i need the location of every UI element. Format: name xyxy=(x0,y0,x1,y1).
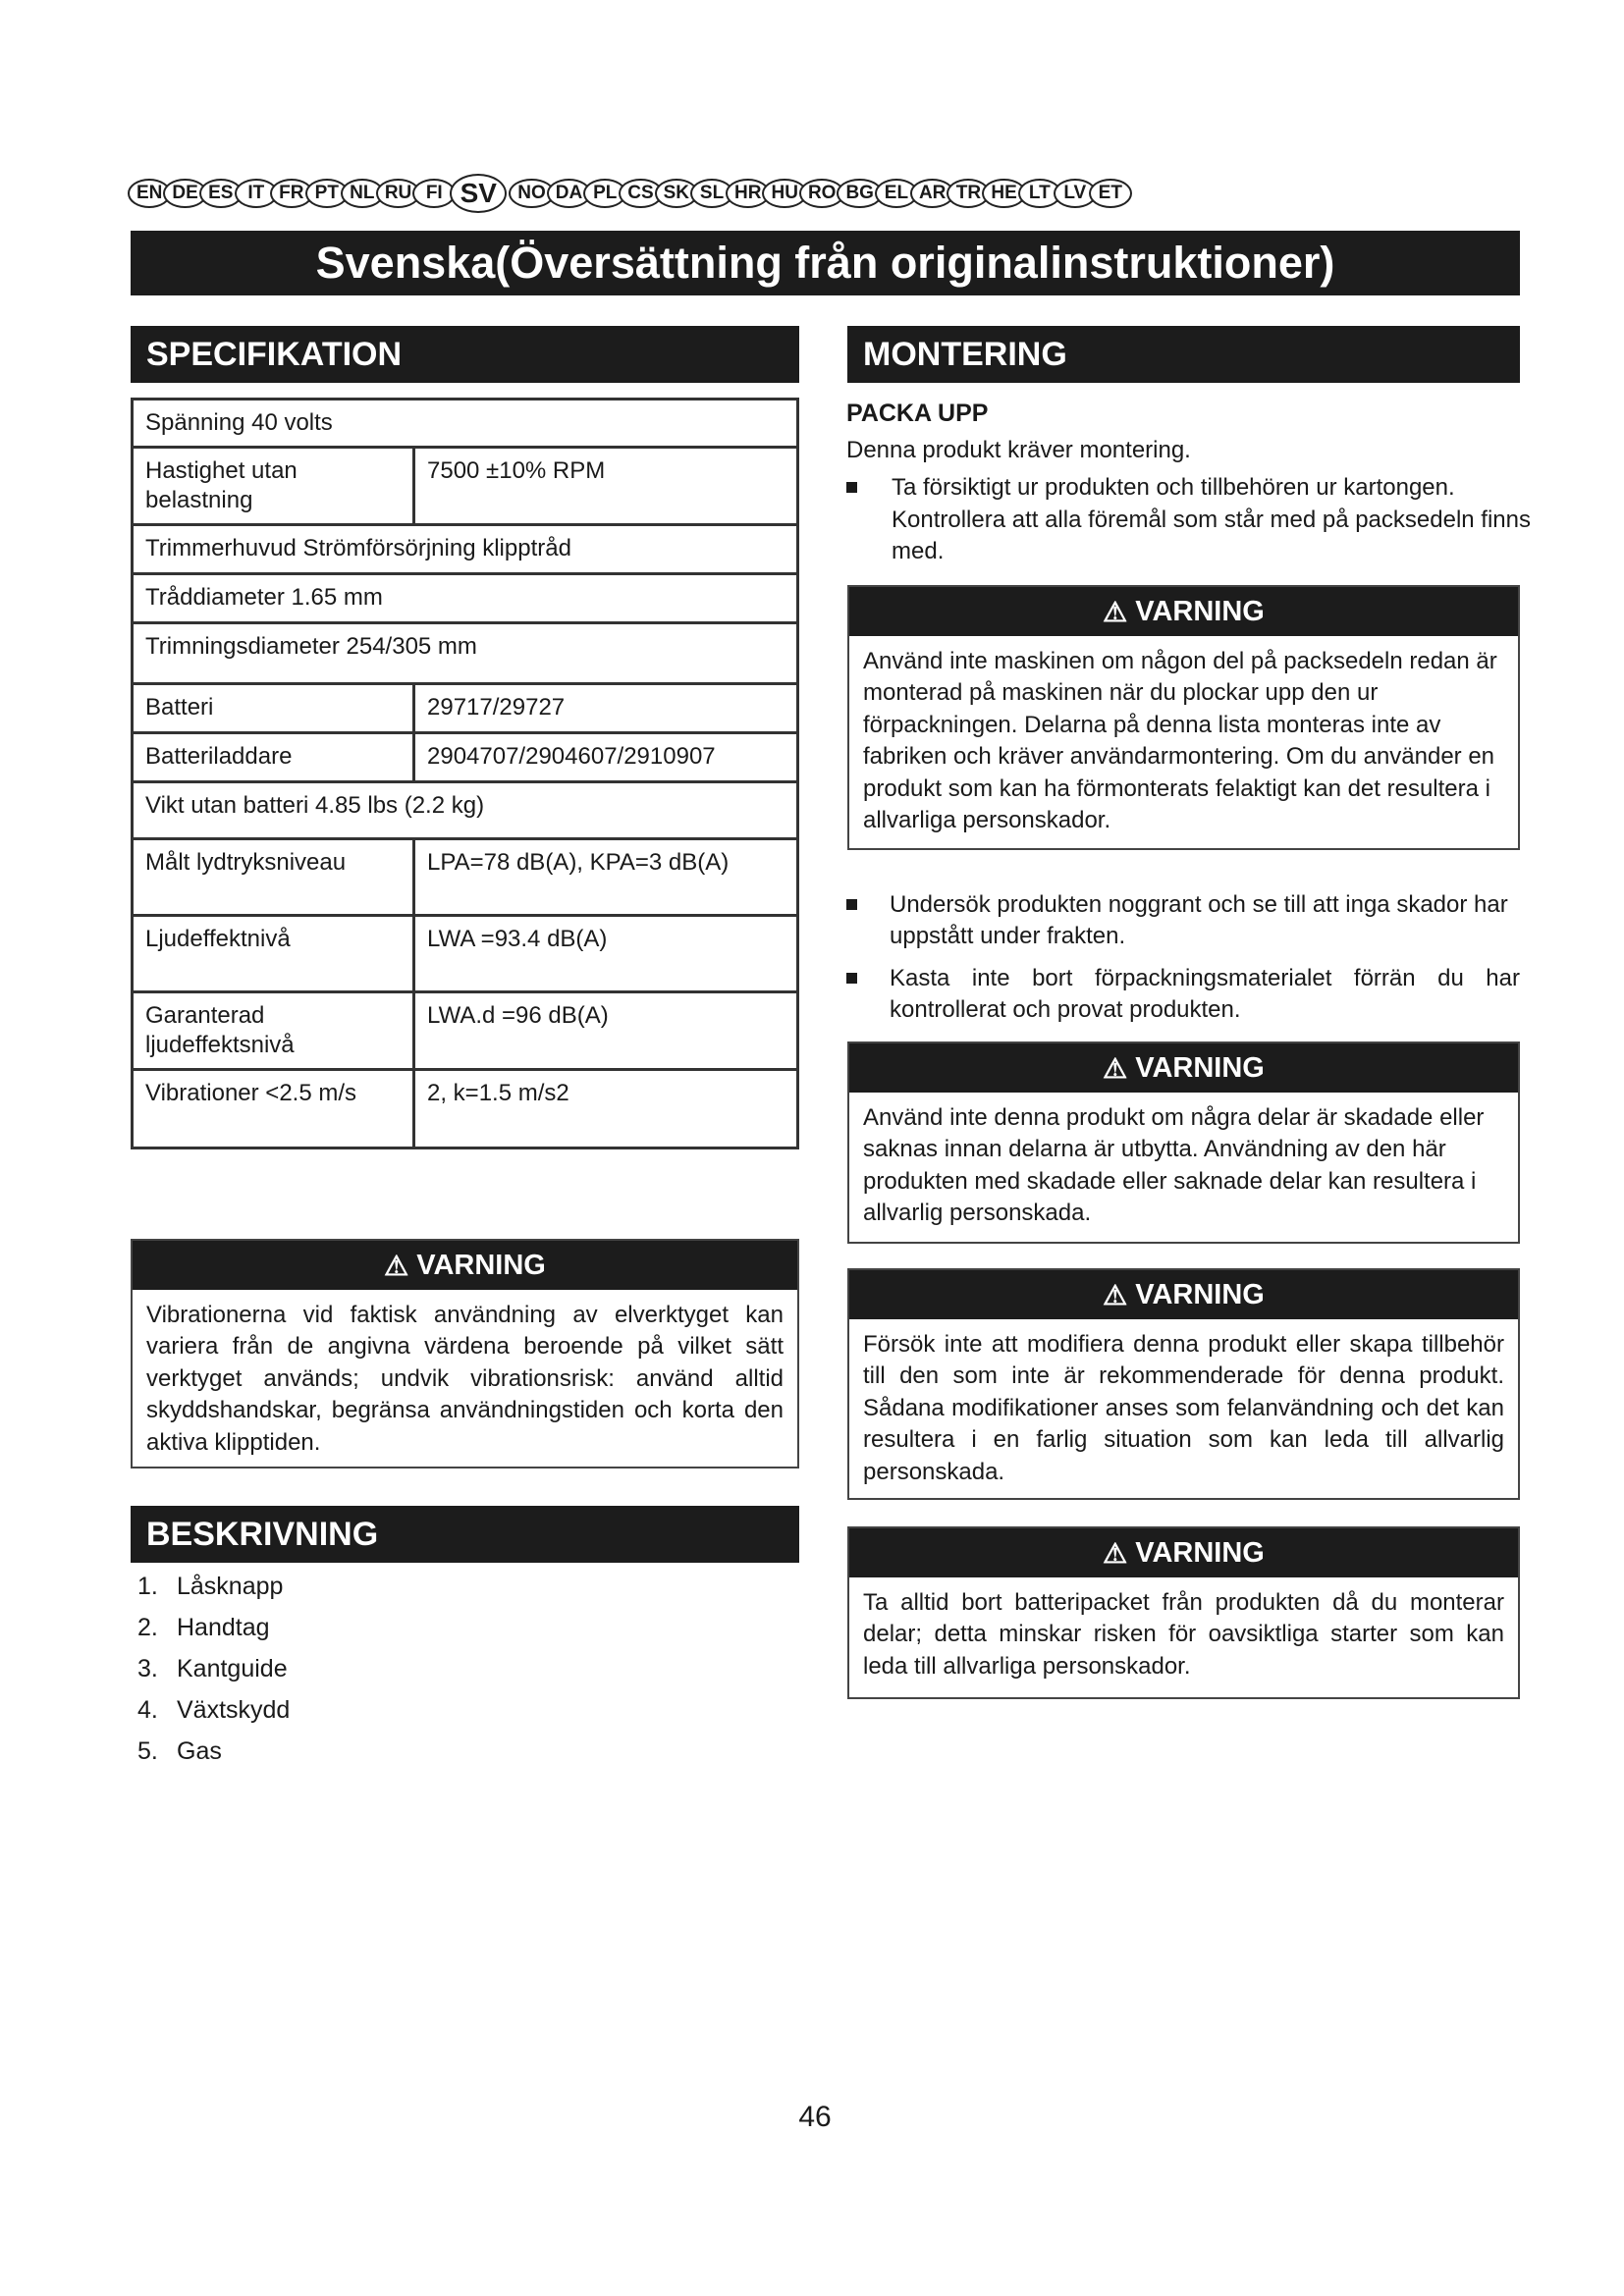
spec-value: 7500 ±10% RPM xyxy=(414,448,798,525)
warning-box-1 xyxy=(847,585,1520,850)
spec-label: Vibrationer <2.5 m/s xyxy=(133,1070,414,1148)
list-item-label: Kantguide xyxy=(177,1654,288,1682)
language-badge-es: ES xyxy=(199,179,243,208)
spec-label: Batteriladdare xyxy=(133,733,414,782)
warning-header xyxy=(849,1270,1518,1319)
warning-vibration-box xyxy=(131,1239,799,1468)
spec-row xyxy=(133,916,798,992)
language-badge-no: NO xyxy=(509,179,555,208)
spec-value: 29717/29727 xyxy=(414,684,798,733)
spec-row xyxy=(133,574,798,623)
language-badge-tr: TR xyxy=(947,179,990,208)
montering-content xyxy=(846,398,1543,567)
list-item-number: 4. xyxy=(137,1695,158,1724)
warning-text: Använd inte maskinen om någon del på packsedeln redan är monterad på maskinen när du plockar upp den ur förpackningen. Delarna på denna lista monteras inte av fabriken och kräver användarmontering. Om du använder en produkt som kan ha förmonterats felaktigt kan det resultera i allvarliga personskador. xyxy=(863,648,1497,833)
list-item-label: Handtag xyxy=(177,1613,270,1641)
language-badge-pl: PL xyxy=(583,179,626,208)
warning-header xyxy=(849,1528,1518,1577)
spec-row xyxy=(133,525,798,574)
language-badge-lt: LT xyxy=(1018,179,1061,208)
warning-heading: VARNING xyxy=(1135,595,1265,627)
packa-upp-subheading: PACKA UPP xyxy=(846,400,989,427)
warning-triangle-icon: ⚠ xyxy=(1103,1279,1128,1310)
spec-value: 2, k=1.5 m/s2 xyxy=(414,1070,798,1148)
bullet-square-icon xyxy=(846,482,857,493)
warning-header xyxy=(133,1241,797,1290)
language-badge-hr: HR xyxy=(726,179,770,208)
warning-triangle-icon: ⚠ xyxy=(384,1250,409,1281)
warning-heading: VARNING xyxy=(1135,1278,1265,1310)
spec-value: 2904707/2904607/2910907 xyxy=(414,733,798,782)
warning-box-2 xyxy=(847,1041,1520,1244)
spec-row xyxy=(133,400,798,448)
language-badge-ru: RU xyxy=(376,179,420,208)
language-badge-sl: SL xyxy=(690,179,733,208)
language-badge-bg: BG xyxy=(837,179,883,208)
spec-row xyxy=(133,782,798,839)
specifikation-heading: SPECIFIKATION xyxy=(131,326,799,383)
language-badge-et: ET xyxy=(1089,179,1132,208)
language-selector xyxy=(128,173,1497,214)
list-item xyxy=(137,1566,628,1607)
spec-label: Vikt utan batteri 4.85 lbs (2.2 kg) xyxy=(133,782,798,839)
montering-bullets xyxy=(846,889,1520,1027)
bullet-square-icon xyxy=(846,973,857,984)
list-item-number: 5. xyxy=(137,1736,158,1765)
warning-text: Försök inte att modifiera denna produkt eller skapa tillbehör till den som inte är rekommenderade för denna produkt. Sådana modifikationer anses som felanvändning och det kan resultera i en farlig situation som kan leda till allvarlig personskada. xyxy=(863,1331,1504,1485)
spec-label: Målt lydtryksniveau xyxy=(133,839,414,916)
warning-header xyxy=(849,1043,1518,1093)
spec-label: Spänning 40 volts xyxy=(133,400,798,448)
spec-label: Trimningsdiameter 254/305 mm xyxy=(133,623,798,684)
language-badge-nl: NL xyxy=(341,179,384,208)
list-item-label: Låsknapp xyxy=(177,1572,284,1600)
spec-row xyxy=(133,992,798,1070)
montering-intro: Denna produkt kräver montering. xyxy=(846,436,1191,463)
spec-value: LWA.d =96 dB(A) xyxy=(414,992,798,1070)
list-item-label: Växtskydd xyxy=(177,1695,291,1724)
list-item-number: 3. xyxy=(137,1654,158,1682)
list-item xyxy=(137,1607,628,1648)
description-list xyxy=(137,1566,628,1772)
spec-label: Tråddiameter 1.65 mm xyxy=(133,574,798,623)
spec-label: Ljudeffektnivå xyxy=(133,916,414,992)
warning-text: Ta alltid bort batteripacket från produkten då du monterar delar; detta minskar risken för oavsiktliga starter som kan leda till allvarliga personskador. xyxy=(863,1589,1504,1680)
language-badge-hu: HU xyxy=(762,179,806,208)
page-number: 46 xyxy=(798,2101,832,2133)
language-badge-pt: PT xyxy=(305,179,349,208)
warning-triangle-icon: ⚠ xyxy=(1103,596,1128,627)
language-badge-da: DA xyxy=(547,179,591,208)
warning-triangle-icon: ⚠ xyxy=(1103,1537,1128,1569)
spec-table xyxy=(131,398,799,1149)
spec-row xyxy=(133,839,798,916)
language-badge-el: EL xyxy=(875,179,918,208)
language-badge-cs: CS xyxy=(619,179,662,208)
language-badge-lv: LV xyxy=(1054,179,1097,208)
warning-box-4 xyxy=(847,1526,1520,1699)
montering-heading: MONTERING xyxy=(847,326,1520,383)
list-item xyxy=(137,1648,628,1689)
spec-label: Hastighet utan belastning xyxy=(133,448,414,525)
warning-text: Vibrationerna vid faktisk användning av elverktyget kan variera från de angivna värdena beroende på vilket sätt verktyget används; undvik vibrationsrisk: använd alltid skyddshandskar, begränsa användningstiden och korta den aktiva klipptiden. xyxy=(146,1302,784,1456)
page-title: Svenska(Översättning från originalinstruktioner) xyxy=(131,231,1520,295)
warning-text: Använd inte denna produkt om några delar är skadade eller saknas innan delarna är utbytta. Användning av den här produkten med skadade eller saknade delar kan resultera i allvarlig personskada. xyxy=(863,1104,1485,1227)
beskrivning-heading: BESKRIVNING xyxy=(131,1506,799,1563)
list-item-label: Gas xyxy=(177,1736,222,1765)
bullet-square-icon xyxy=(846,899,857,910)
language-badge-sk: SK xyxy=(655,179,698,208)
language-badge-he: HE xyxy=(982,179,1025,208)
spec-label: Batteri xyxy=(133,684,414,733)
list-item-number: 2. xyxy=(137,1613,158,1641)
spec-row xyxy=(133,623,798,684)
spec-value: LWA =93.4 dB(A) xyxy=(414,916,798,992)
list-item xyxy=(137,1689,628,1731)
language-badge-en: EN xyxy=(128,179,171,208)
spec-label: Garanterad ljudeffektsnivå xyxy=(133,992,414,1070)
list-item xyxy=(137,1731,628,1772)
list-item-number: 1. xyxy=(137,1572,158,1600)
spec-row xyxy=(133,684,798,733)
warning-heading: VARNING xyxy=(1135,1536,1265,1569)
spec-label: Trimmerhuvud Strömförsörjning klipptråd xyxy=(133,525,798,574)
spec-row xyxy=(133,448,798,525)
bullet-item: Ta försiktigt ur produkten och tillbehören ur kartongen. Kontrollera att alla föremål som står med på packsedeln finns med. xyxy=(846,472,1543,567)
spec-value: LPA=78 dB(A), KPA=3 dB(A) xyxy=(414,839,798,916)
warning-heading: VARNING xyxy=(1135,1051,1265,1084)
language-badge-de: DE xyxy=(163,179,206,208)
language-badge-it: IT xyxy=(235,179,278,208)
warning-heading: VARNING xyxy=(416,1249,546,1281)
spec-row xyxy=(133,733,798,782)
warning-header xyxy=(849,587,1518,636)
warning-triangle-icon: ⚠ xyxy=(1103,1052,1128,1084)
language-badge-ro: RO xyxy=(799,179,845,208)
language-badge-sv: SV xyxy=(450,174,507,213)
language-badge-fr: FR xyxy=(270,179,313,208)
bullet-item: Kasta inte bort förpackningsmaterialet förrän du har kontrollerat och provat produkten. xyxy=(846,963,1520,1027)
warning-box-3 xyxy=(847,1268,1520,1500)
language-badge-fi: FI xyxy=(412,179,456,208)
language-badge-ar: AR xyxy=(910,179,954,208)
spec-row xyxy=(133,1070,798,1148)
bullet-item: Undersök produkten noggrant och se till att inga skador har uppstått under frakten. xyxy=(846,889,1520,953)
